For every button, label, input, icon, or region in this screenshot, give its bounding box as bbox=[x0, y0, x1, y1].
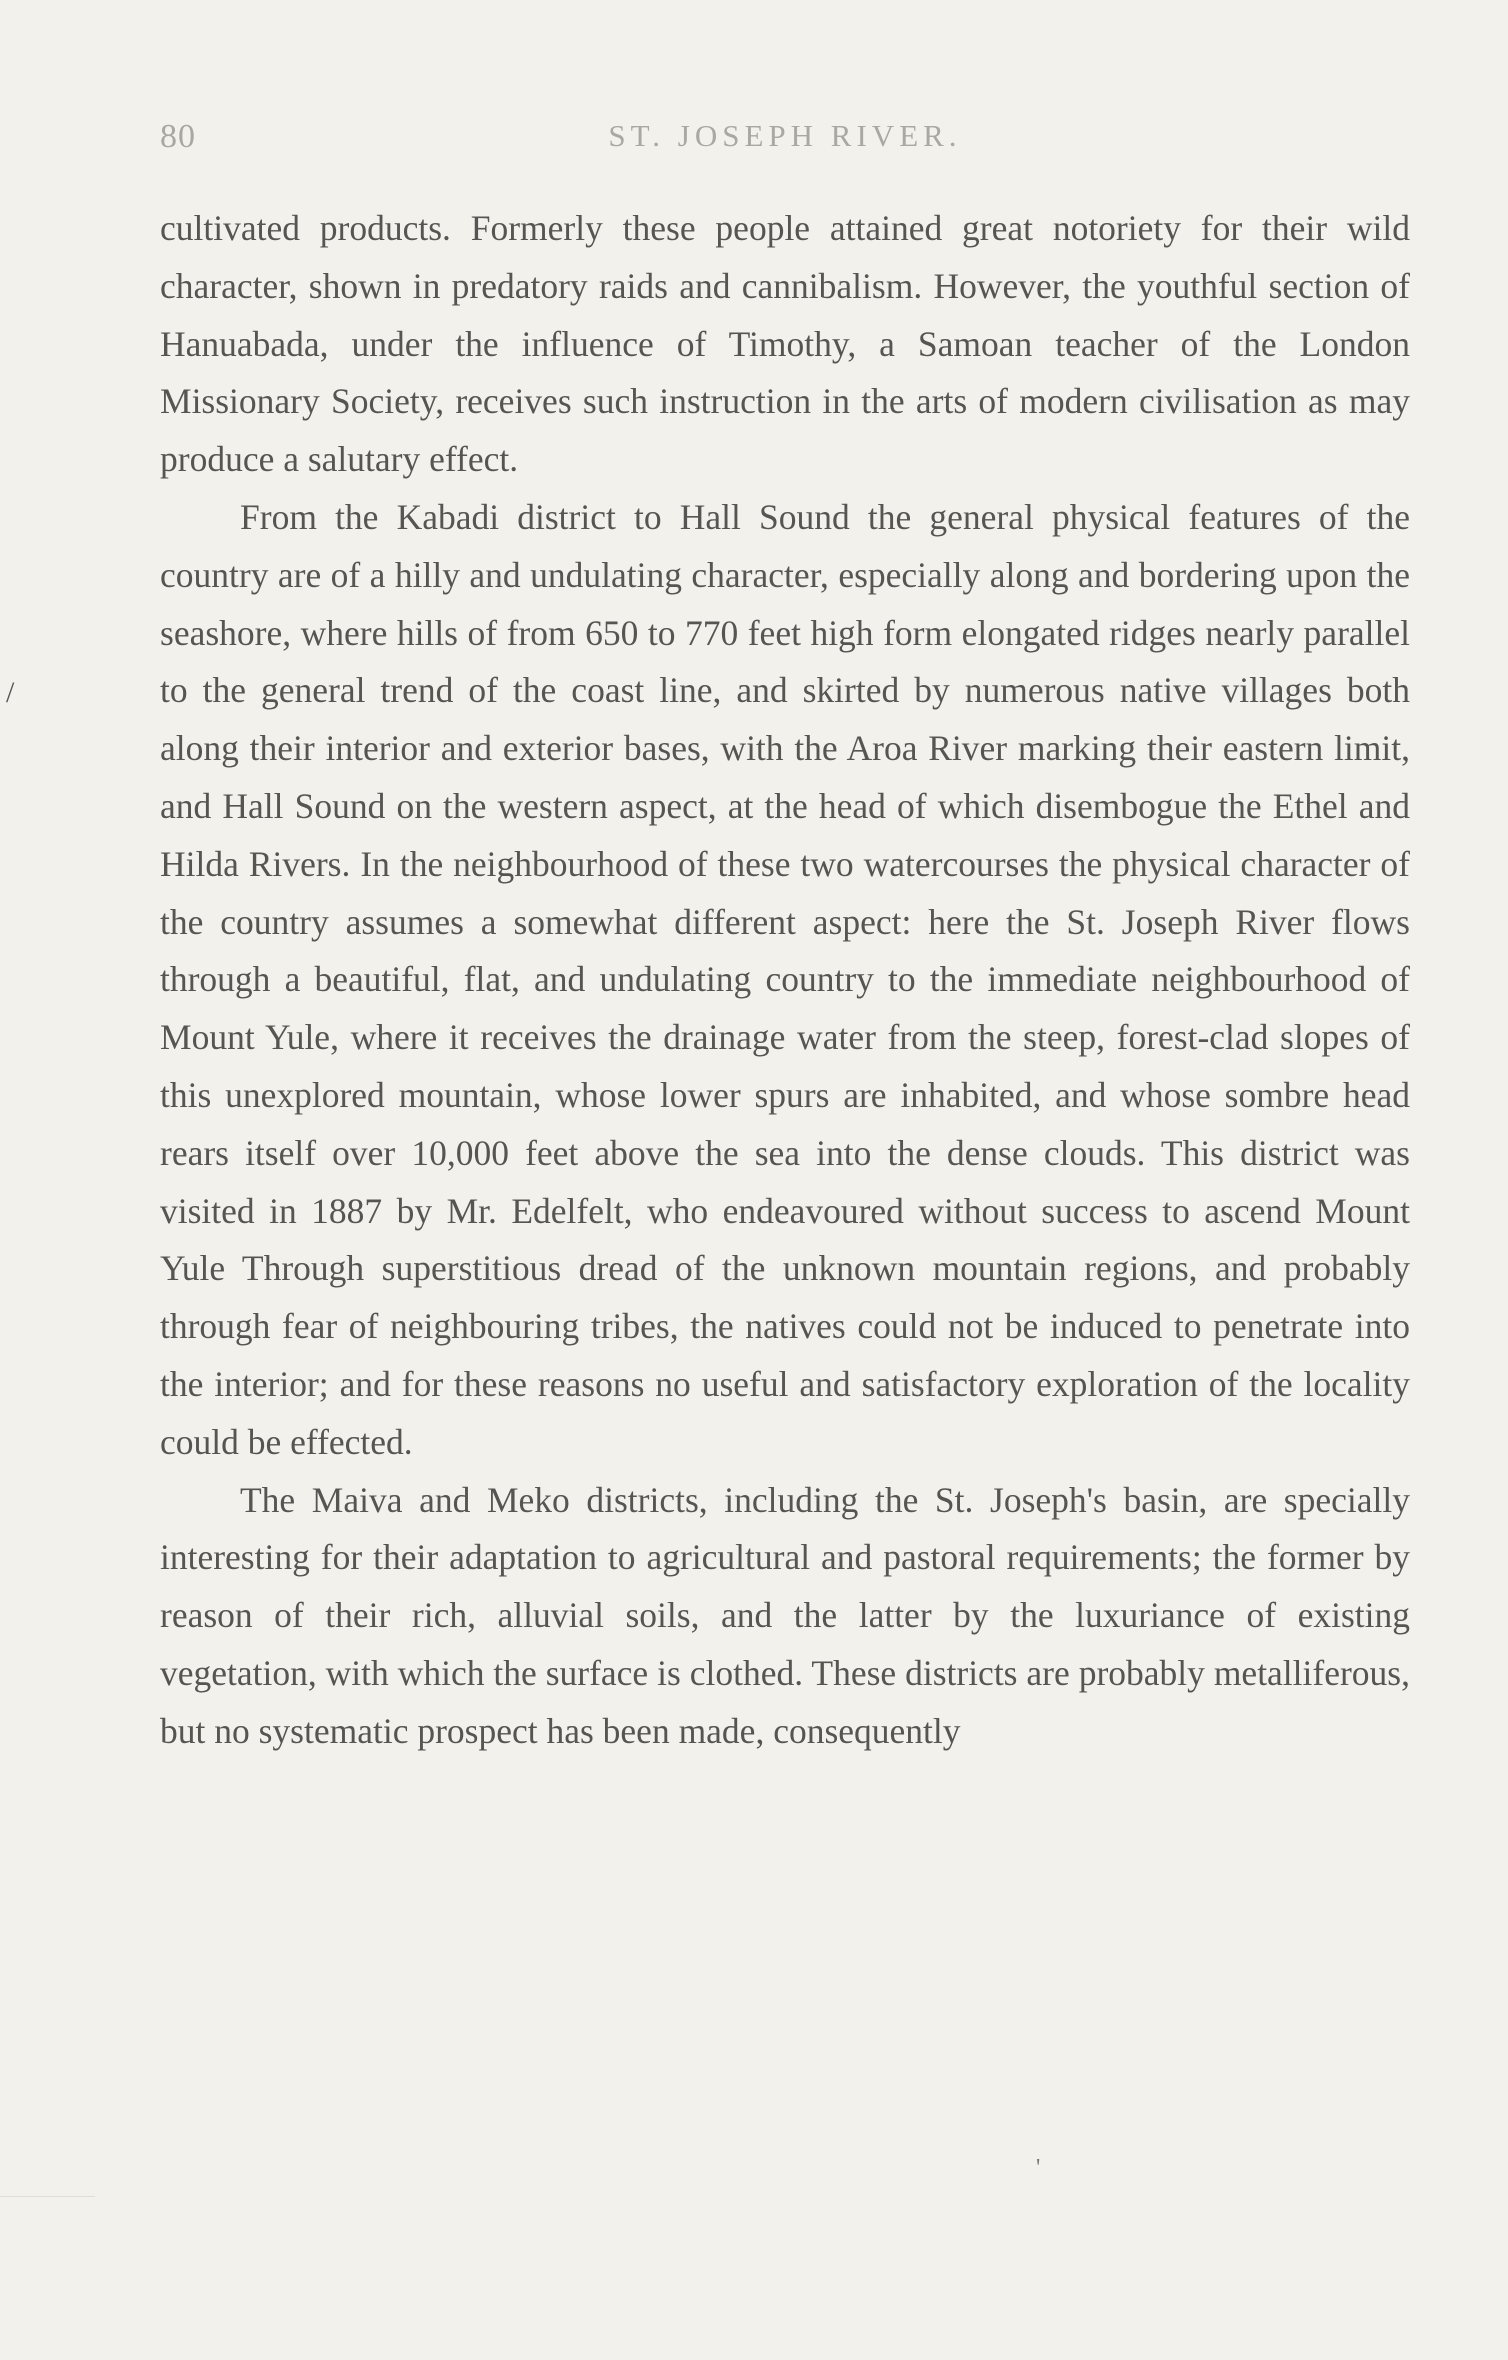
running-head: ST. JOSEPH RIVER. bbox=[608, 118, 962, 153]
page-number: 80 bbox=[160, 118, 196, 155]
margin-mark-bottom: ' bbox=[1036, 2155, 1041, 2181]
paper-fold-line bbox=[0, 2196, 95, 2197]
paragraph-maiva-meko: The Maiva and Meko districts, including the St. Joseph's basin, are specially interesting for their adaptation to agricultural and pastoral requirements; the former by reason of their rich, alluvial soils, and the latter by the luxuriance of existing vegetation, with which the surface is clothed. These districts are probably metalliferous, but no systematic prospect has been made, consequently bbox=[160, 1479, 1410, 1751]
paragraph-continuation: cultivated products. Formerly these people attained great notoriety for their wild character, shown in predatory raids and cannibalism. However, the youthful section of Hanuabada, under the influence of Timothy, a Samoan teacher of the London Missionary Society, receives such instruction in the arts of modern civilisation as may produce a salutary effect. bbox=[160, 208, 1410, 480]
body-text bbox=[160, 200, 1410, 1761]
page-header bbox=[160, 118, 1410, 168]
paragraph-physical-features: From the Kabadi district to Hall Sound the general physical features of the country are of a hilly and undulating character, especially along and bordering upon the seashore, where hills of from 650 to 770 feet high form elongated ridges nearly parallel to the general trend of the coast line, and skirted by numerous native villages both along their interior and exterior bases, with the Aroa River marking their eastern limit, and Hall Sound on the western aspect, at the head of which disembogue the Ethel and Hilda Rivers. In the neighbourhood of these two watercourses the physical character of the country assumes a somewhat different aspect: here the St. Joseph River flows through a beautiful, flat, and undulating country to the immediate neighbourhood of Mount Yule, where it receives the drainage water from the steep, forest-clad slopes of this unexplored mountain, whose lower spurs are inhabited, and whose sombre head rears itself over 10,000 feet above the sea into the dense clouds. This district was visited in 1887 by Mr. Edelfelt, who endeavoured without success to ascend Mount Yule Through superstitious dread of the unknown mountain regions, and probably through fear of neighbouring tribes, the natives could not be induced to penetrate into the interior; and for these reasons no useful and satisfactory exploration of the locality could be effected. bbox=[160, 496, 1410, 1462]
margin-mark-left: / bbox=[6, 676, 15, 709]
